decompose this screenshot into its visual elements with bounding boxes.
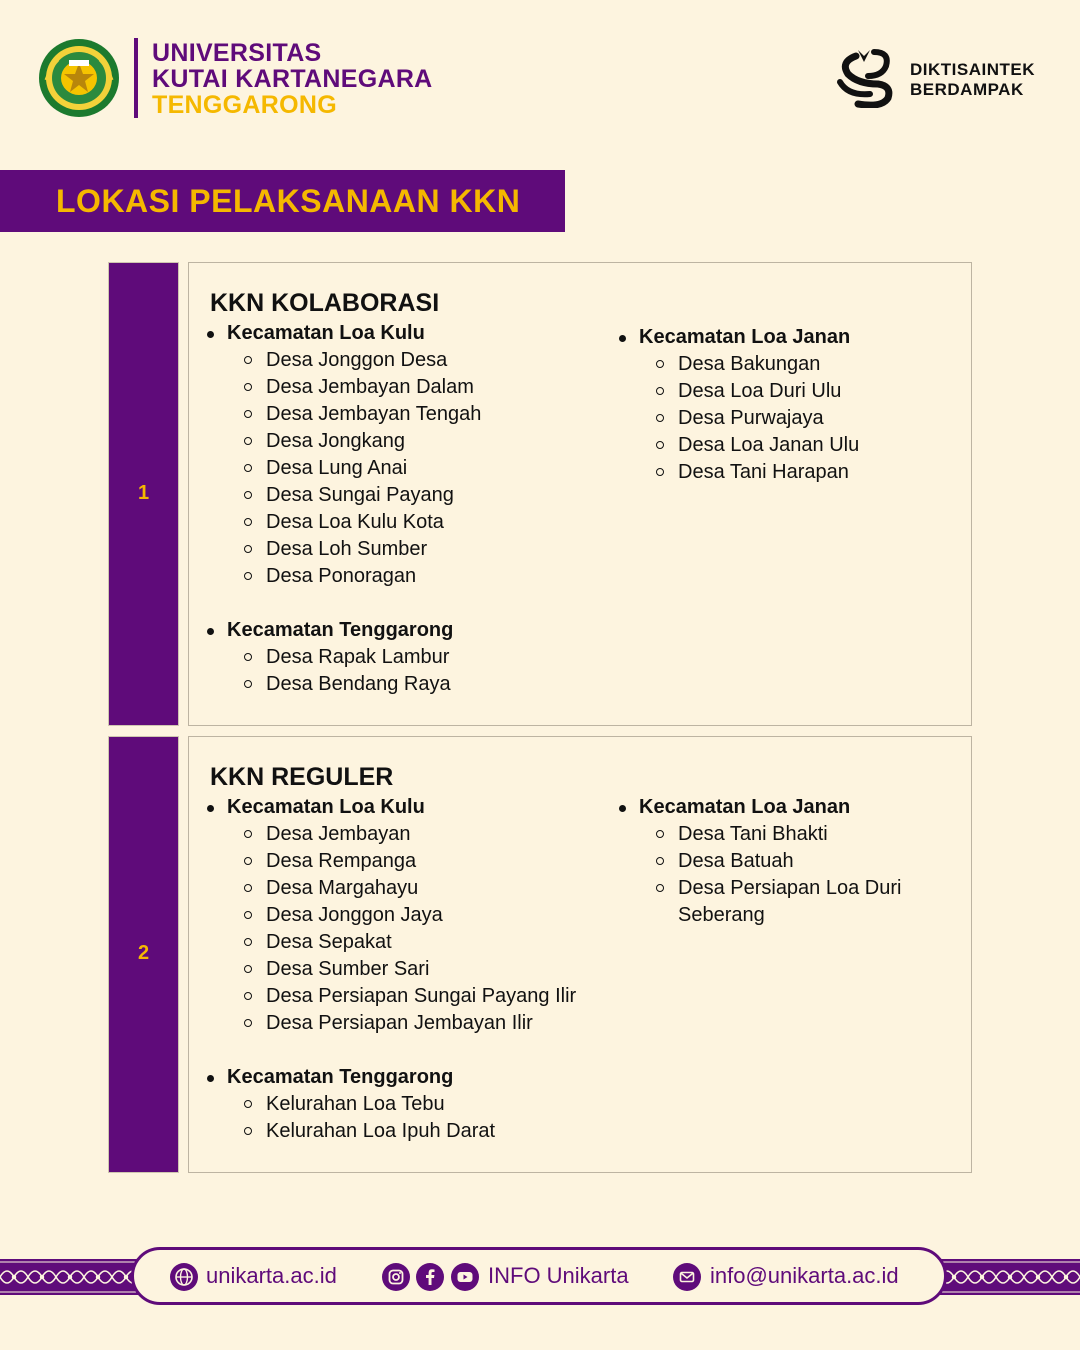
desa-item: Desa Sungai Payang [189, 482, 629, 509]
ministry-line-1: DIKTISAINTEK [910, 60, 1035, 79]
right-column [601, 794, 941, 929]
desa-item: Desa Lung Anai [189, 455, 629, 482]
kecamatan-label: Kecamatan Loa Kulu [189, 320, 629, 347]
university-line-3: TENGGARONG [152, 91, 337, 119]
desa-item: Desa Jonggon Jaya [189, 902, 639, 929]
desa-item: Desa Loa Duri Ulu [601, 378, 941, 405]
facebook-icon[interactable] [416, 1263, 444, 1291]
desa-item: Desa Loh Sumber [189, 536, 629, 563]
desa-item: Desa Jongkang [189, 428, 629, 455]
desa-item: Desa Rempanga [189, 848, 639, 875]
university-line-1: UNIVERSITAS [152, 39, 322, 67]
youtube-icon[interactable] [451, 1263, 479, 1291]
kecamatan-label: Kecamatan Loa Janan [601, 324, 941, 351]
desa-item: Desa Jonggon Desa [189, 347, 629, 374]
desa-item: Desa Persiapan Sungai Payang Ilir [189, 983, 639, 1010]
footer-ornament-right [940, 1259, 1080, 1295]
kecamatan-label: Kecamatan Tenggarong [189, 1064, 639, 1091]
mail-icon [673, 1263, 701, 1291]
desa-item: Desa Rapak Lambur [189, 644, 629, 671]
section-title: KKN REGULER [210, 763, 394, 791]
kecamatan-label: Kecamatan Tenggarong [189, 617, 629, 644]
section-number: 2 [137, 942, 150, 964]
left-column [189, 320, 629, 698]
desa-item: Desa Bendang Raya [189, 671, 629, 698]
section-number-box [108, 262, 179, 726]
section-content-box [188, 736, 972, 1173]
desa-item: Desa Tani Harapan [601, 459, 941, 486]
right-column [601, 324, 941, 486]
university-logo [38, 38, 120, 118]
desa-item: Desa Sumber Sari [189, 956, 639, 983]
desa-item: Desa Loa Janan Ulu [601, 432, 941, 459]
section-number: 1 [137, 482, 150, 504]
desa-item: Desa Jembayan Dalam [189, 374, 629, 401]
desa-item: Desa Persiapan Loa Duri Seberang [601, 875, 918, 929]
website-link[interactable]: unikarta.ac.id [206, 1263, 337, 1288]
desa-item: Desa Tani Bhakti [601, 821, 941, 848]
kecamatan-label: Kecamatan Loa Kulu [189, 794, 639, 821]
desa-item: Desa Jembayan [189, 821, 639, 848]
desa-item: Desa Jembayan Tengah [189, 401, 629, 428]
header-divider [134, 38, 138, 118]
ministry-name [910, 60, 1035, 100]
university-line-2: KUTAI KARTANEGARA [152, 65, 433, 93]
section-number-box [108, 736, 179, 1173]
desa-item: Desa Margahayu [189, 875, 639, 902]
desa-item: Kelurahan Loa Tebu [189, 1091, 639, 1118]
desa-item: Desa Sepakat [189, 929, 639, 956]
globe-icon [170, 1263, 198, 1291]
ministry-line-2: BERDAMPAK [910, 80, 1024, 99]
footer-ornament-left [0, 1259, 140, 1295]
instagram-icon[interactable] [382, 1263, 410, 1291]
desa-item: Desa Ponoragan [189, 563, 629, 590]
email-link[interactable]: info@unikarta.ac.id [710, 1263, 899, 1288]
desa-item: Desa Persiapan Jembayan Ilir [189, 1010, 639, 1037]
kecamatan-label: Kecamatan Loa Janan [601, 794, 941, 821]
desa-item: Desa Loa Kulu Kota [189, 509, 629, 536]
diktisaintek-logo [834, 46, 896, 108]
section-content-box [188, 262, 972, 726]
desa-item: Desa Purwajaya [601, 405, 941, 432]
desa-item: Desa Bakungan [601, 351, 941, 378]
page-title: LOKASI PELAKSANAAN KKN [56, 183, 521, 219]
desa-item: Kelurahan Loa Ipuh Darat [189, 1118, 639, 1145]
desa-item: Desa Batuah [601, 848, 941, 875]
left-column [189, 794, 639, 1145]
social-handle[interactable]: INFO Unikarta [488, 1263, 629, 1288]
university-name [152, 40, 433, 118]
section-title: KKN KOLABORASI [210, 289, 440, 317]
